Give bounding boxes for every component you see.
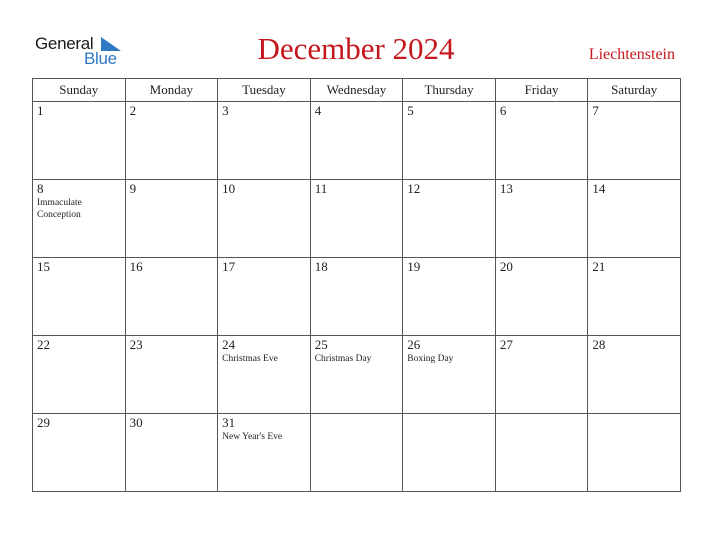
weekday-sunday: Sunday: [33, 79, 126, 102]
weekday-wednesday: Wednesday: [310, 79, 403, 102]
weekday-saturday: Saturday: [588, 79, 681, 102]
holiday-label: Christmas Day: [314, 354, 372, 364]
day-cell: [125, 180, 218, 258]
logo-word-general: General: [35, 34, 94, 53]
day-number: 4: [314, 103, 322, 118]
day-cell: [403, 180, 496, 258]
day-cell: [310, 414, 403, 492]
day-number: 28: [592, 337, 606, 352]
day-cell: [310, 258, 403, 336]
day-number: 30: [129, 415, 143, 430]
day-number: 26: [407, 337, 421, 352]
day-number: 20: [499, 259, 513, 274]
holiday-label: New Year's Eve: [222, 432, 283, 442]
day-number: 24: [222, 337, 236, 352]
weekday-header-row: [33, 79, 681, 102]
day-number: 21: [592, 259, 606, 274]
day-cell: [125, 258, 218, 336]
weekday-tuesday: Tuesday: [218, 79, 311, 102]
week-row: [33, 414, 681, 492]
country-name: Liechtenstein: [588, 46, 675, 63]
weekday-thursday: Thursday: [403, 79, 496, 102]
day-cell: [403, 258, 496, 336]
weekday-friday: Friday: [495, 79, 588, 102]
day-number: 6: [499, 103, 507, 118]
day-cell: [588, 414, 681, 492]
day-number: 11: [314, 181, 328, 196]
day-number: 2: [129, 103, 137, 118]
day-number: 13: [499, 181, 513, 196]
day-number: 7: [592, 103, 599, 118]
day-cell: [310, 102, 403, 180]
day-cell: [33, 336, 126, 414]
day-number: 27: [499, 337, 513, 352]
day-cell: [588, 102, 681, 180]
day-number: 15: [37, 259, 50, 274]
day-cell: [495, 180, 588, 258]
day-number: 25: [314, 337, 328, 352]
day-cell: [33, 102, 126, 180]
day-cell: [218, 102, 311, 180]
weekday-monday: Monday: [125, 79, 218, 102]
day-cell: [218, 336, 311, 414]
day-cell: [403, 336, 496, 414]
day-number: 12: [407, 181, 421, 196]
day-cell: [310, 180, 403, 258]
day-cell: [218, 258, 311, 336]
day-number: 5: [407, 103, 414, 118]
day-cell: [495, 258, 588, 336]
day-number: 22: [37, 337, 50, 352]
holiday-label: Immaculate Conception: [37, 198, 82, 220]
day-cell: [588, 258, 681, 336]
day-number: 9: [129, 181, 137, 196]
day-number: 31: [222, 415, 236, 430]
day-cell: [403, 414, 496, 492]
day-cell: [218, 180, 311, 258]
day-cell: [125, 336, 218, 414]
week-row: [33, 102, 681, 180]
week-row: [33, 336, 681, 414]
holiday-label: Christmas Eve: [222, 354, 278, 364]
day-number: 18: [314, 259, 328, 274]
day-cell: [310, 336, 403, 414]
day-cell: [588, 336, 681, 414]
day-cell: [495, 336, 588, 414]
day-number: 29: [37, 415, 50, 430]
day-number: 23: [129, 337, 143, 352]
day-cell: [125, 414, 218, 492]
day-number: 10: [222, 181, 236, 196]
calendar-grid: [32, 78, 681, 492]
day-number: 16: [129, 259, 143, 274]
day-number: 3: [222, 103, 229, 118]
day-cell: [403, 102, 496, 180]
day-cell: [495, 414, 588, 492]
day-number: 14: [592, 181, 606, 196]
week-row: [33, 180, 681, 258]
day-cell: [125, 102, 218, 180]
day-cell: [588, 180, 681, 258]
day-cell: [33, 414, 126, 492]
day-cell: [33, 180, 126, 258]
day-number: 8: [37, 181, 44, 196]
day-number: 19: [407, 259, 421, 274]
day-number: 1: [37, 103, 44, 118]
day-number: 17: [222, 259, 236, 274]
day-cell: [218, 414, 311, 492]
holiday-label: Boxing Day: [407, 354, 454, 364]
day-cell: [495, 102, 588, 180]
day-cell: [33, 258, 126, 336]
calendar-title: December 2024: [257, 31, 455, 66]
week-row: [33, 258, 681, 336]
logo-word-blue: Blue: [84, 49, 117, 68]
